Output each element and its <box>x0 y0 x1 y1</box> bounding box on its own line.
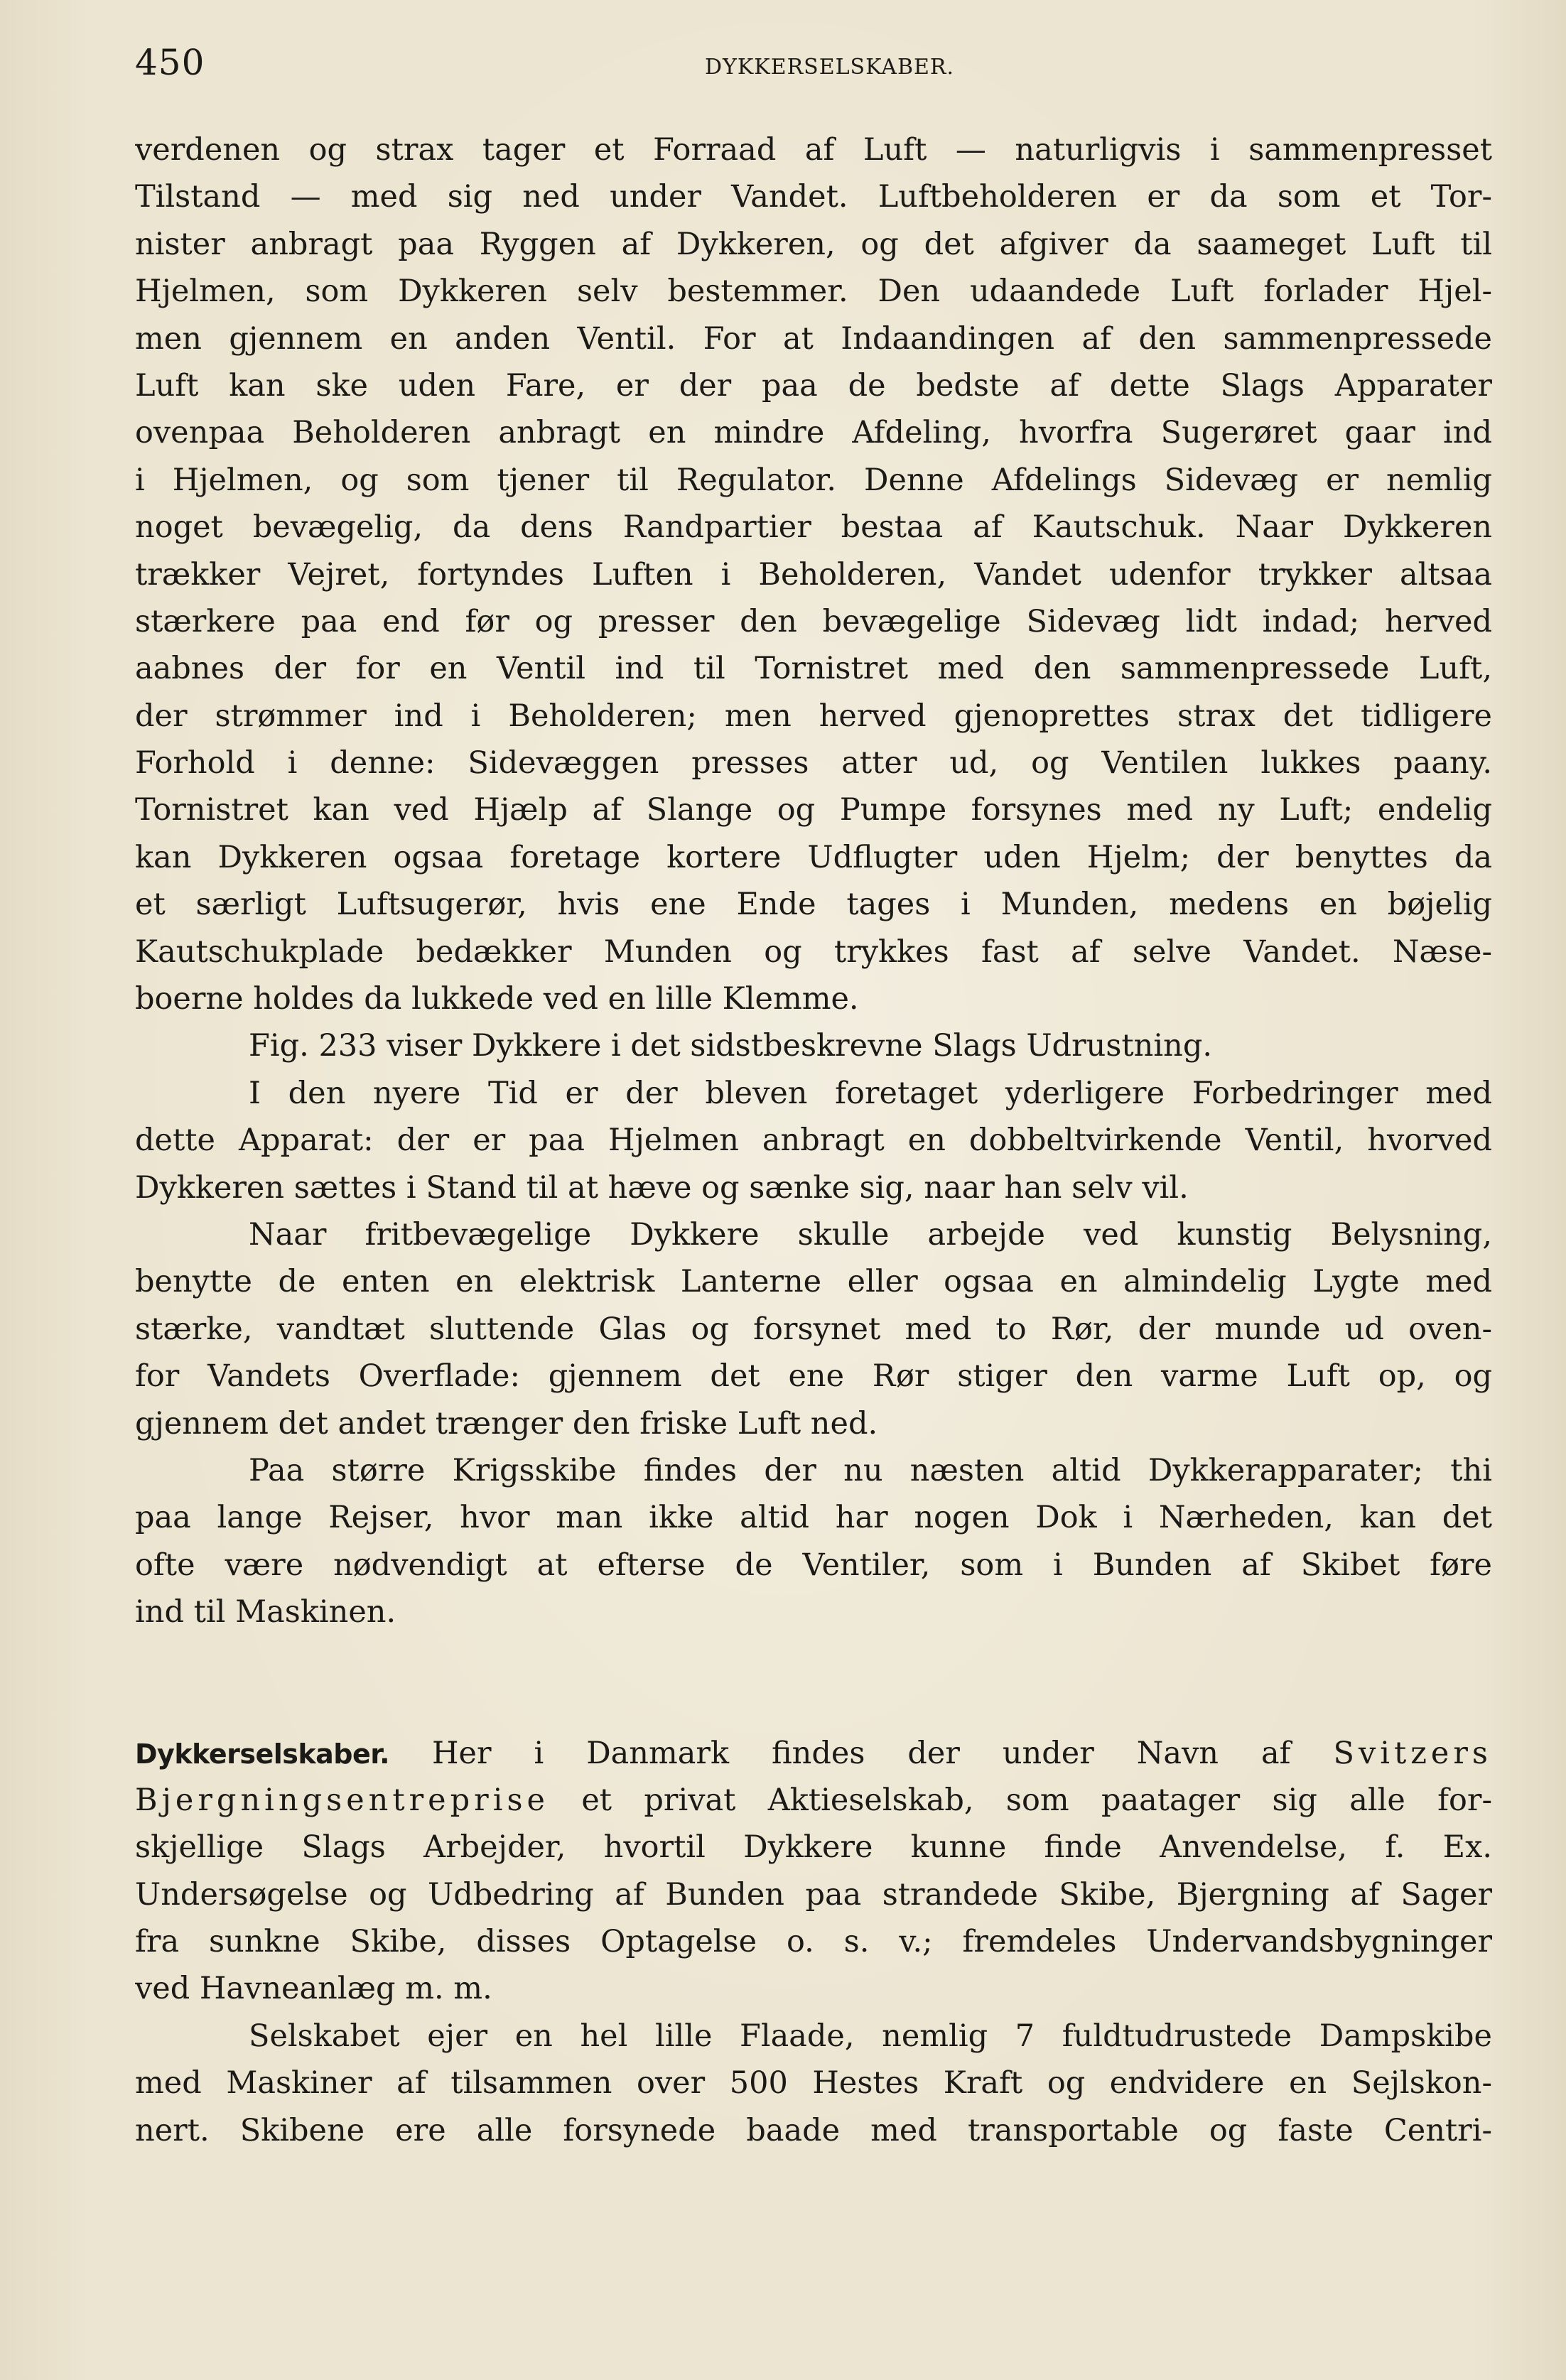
section-heading: Dykkerselskaber. <box>135 1738 390 1770</box>
text-line: noget bevægelig, da dens Randpartier bestaa af Kautschuk. Naar Dykkeren <box>135 509 1492 546</box>
text-line: Kautschukplade bedækker Munden og trykkes fast af selve Vandet. Næse- <box>135 934 1492 970</box>
running-head: DYKKERSELSKABER. <box>705 55 955 80</box>
section-gap <box>135 1636 1492 1730</box>
text-line: Hjelmen, som Dykkeren selv bestemmer. Den udaandede Luft forlader Hjel- <box>135 274 1492 310</box>
text-line: skjellige Slags Arbejder, hvortil Dykkere kunne finde Anvendelse, f. Ex. <box>135 1829 1492 1866</box>
company-name: Svitzers <box>1333 1735 1492 1771</box>
section-line-text: et privat Aktieselskab, som paatager sig alle for- <box>581 1782 1492 1818</box>
text-line: boerne holdes da lukkede ved en lille Klemme. <box>135 981 859 1017</box>
text-line: trækker Vejret, fortyndes Luften i Beholderen, Vandet udenfor trykker altsaa <box>135 556 1492 593</box>
text-line: med Maskiner af tilsammen over 500 Hestes Kraft og endvidere en Sejlskon- <box>135 2065 1492 2102</box>
text-line: i Hjelmen, og som tjener til Regulator. Denne Afdelings Sidevæg er nemlig <box>135 462 1492 498</box>
text-line: Tilstand — med sig ned under Vandet. Luftbeholderen er da som et Tor- <box>135 179 1492 215</box>
text-line: gjennem det andet trænger den friske Luft ned. <box>135 1405 878 1441</box>
text-line: stærke, vandtæt sluttende Glas og forsynet med to Rør, der munde ud oven- <box>135 1311 1492 1347</box>
page-header <box>135 34 1492 91</box>
text-line: Selskabet ejer en hel lille Flaade, nemlig 7 fuldtudrustede Dampskibe <box>249 2018 1492 2054</box>
text-line: ved Havneanlæg m. m. <box>135 1971 492 2007</box>
text-line: kan Dykkeren ogsaa foretage kortere Udflugter uden Hjelm; der benyttes da <box>135 839 1492 875</box>
text-line: I den nyere Tid er der bleven foretaget yderligere Forbedringer med <box>249 1075 1492 1111</box>
text-line: Undersøgelse og Udbedring af Bunden paa strandede Skibe, Bjergning af Sager <box>135 1876 1492 1913</box>
text-line: benytte de enten en elektrisk Lanterne eller ogsaa en almindelig Lygte med <box>135 1264 1492 1300</box>
text-line: nert. Skibene ere alle forsynede baade med transportable og faste Centri- <box>135 2112 1492 2148</box>
company-name: Bjergningsentreprise <box>135 1782 549 1818</box>
text-line: ofte være nødvendigt at efterse de Ventiler, som i Bunden af Skibet føre <box>135 1547 1492 1583</box>
body-text <box>135 126 1492 2154</box>
text-line: et særligt Luftsugerør, hvis ene Ende tages i Munden, medens en bøjelig <box>135 887 1492 923</box>
text-line: ind til Maskinen. <box>135 1594 396 1630</box>
text-line: aabnes der for en Ventil ind til Tornistret med den sammenpressede Luft, <box>135 651 1492 687</box>
page-number: 450 <box>135 42 205 83</box>
text-line: Paa større Krigsskibe findes der nu næsten altid Dykkerapparater; thi <box>249 1452 1492 1488</box>
section-first-line <box>135 1730 1492 1777</box>
section-second-line <box>135 1777 1492 1824</box>
text-line: Forhold i denne: Sidevæggen presses atter ud, og Ventilen lukkes paany. <box>135 745 1492 781</box>
text-line: men gjennem en anden Ventil. For at Indaandingen af den sammenpressede <box>135 320 1492 357</box>
text-line: ovenpaa Beholderen anbragt en mindre Afdeling, hvorfra Sugerøret gaar ind <box>135 415 1492 451</box>
text-line: verdenen og strax tager et Forraad af Luft — naturligvis i sammenpresset <box>135 132 1492 168</box>
text-line: nister anbragt paa Ryggen af Dykkeren, og det afgiver da saameget Luft til <box>135 226 1492 262</box>
text-line: fra sunkne Skibe, disses Optagelse o. s. v.; fremdeles Undervandsbygninger <box>135 1924 1492 1960</box>
text-line: dette Apparat: der er paa Hjelmen anbragt en dobbeltvirkende Ventil, hvorved <box>135 1123 1492 1159</box>
text-line: der strømmer ind i Beholderen; men herved gjenoprettes strax det tidligere <box>135 698 1492 734</box>
text-line: for Vandets Overflade: gjennem det ene Rør stiger den varme Luft op, og <box>135 1358 1492 1395</box>
section-line-text: Her i Danmark findes der under Navn af <box>432 1735 1291 1771</box>
text-line: Tornistret kan ved Hjælp af Slange og Pumpe forsynes med ny Luft; endelig <box>135 792 1492 828</box>
text-line: paa lange Rejser, hvor man ikke altid har nogen Dok i Nærheden, kan det <box>135 1500 1492 1536</box>
text-line: stærkere paa end før og presser den bevægelige Sidevæg lidt indad; herved <box>135 603 1492 639</box>
text-line: Luft kan ske uden Fare, er der paa de bedste af dette Slags Apparater <box>135 367 1492 404</box>
text-line: Dykkeren sættes i Stand til at hæve og sænke sig, naar han selv vil. <box>135 1169 1189 1206</box>
text-line: Fig. 233 viser Dykkere i det sidstbeskrevne Slags Udrustning. <box>249 1028 1213 1064</box>
text-line: Naar fritbevægelige Dykkere skulle arbejde ved kunstig Belysning, <box>249 1216 1492 1253</box>
